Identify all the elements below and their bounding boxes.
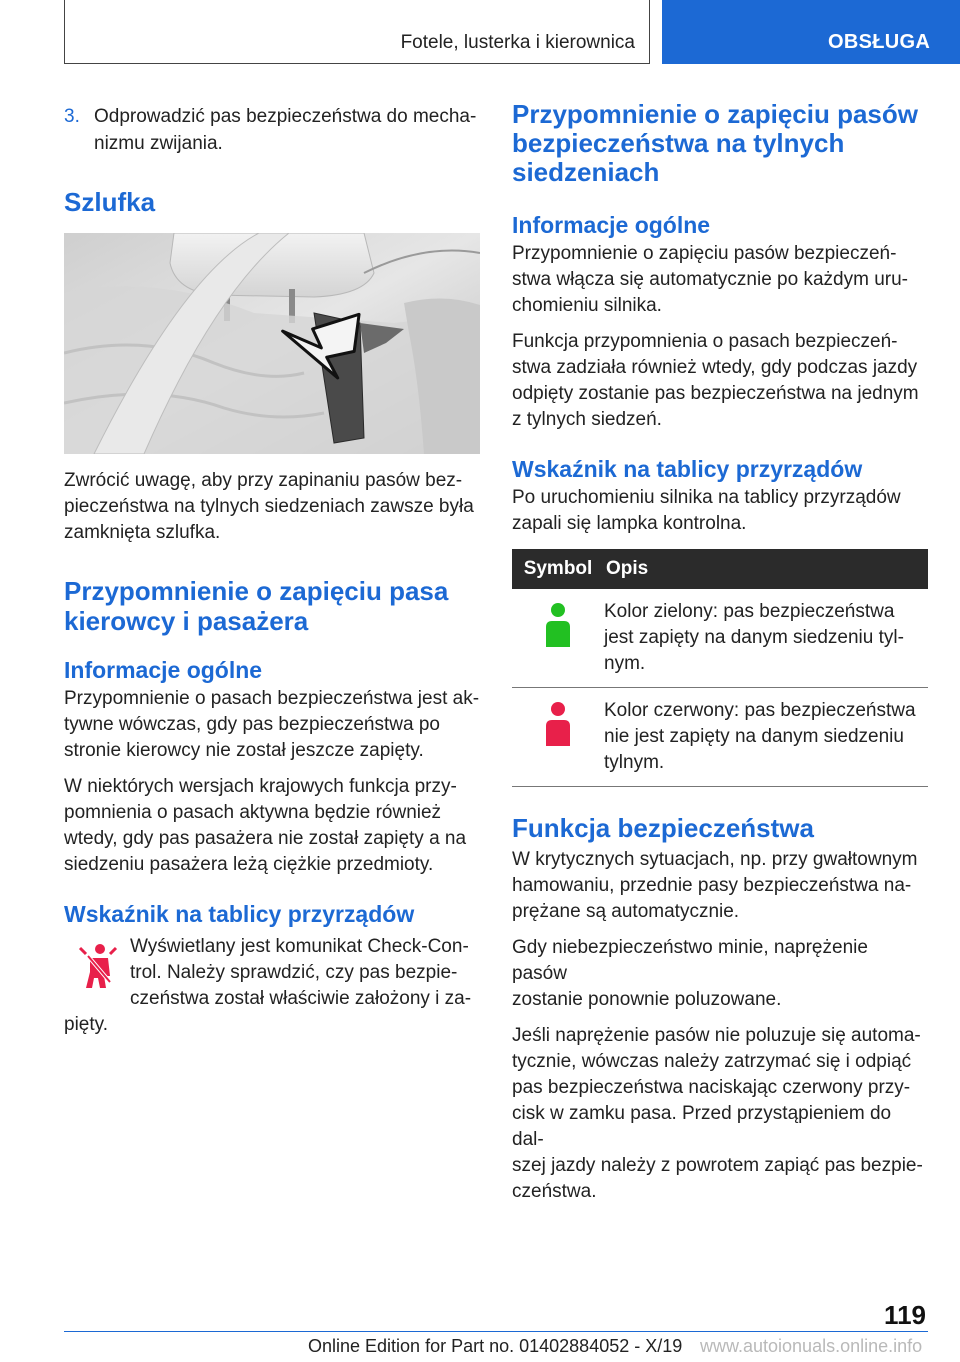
- page-number: 119: [884, 1300, 926, 1330]
- passenger-red-icon: [538, 700, 578, 754]
- indicator-table: [512, 549, 928, 787]
- text-line: jest zapięty na danym siedzeniu tyl-: [604, 627, 904, 648]
- text-line: pomnienia o pasach aktywna będzie również: [64, 802, 442, 823]
- text-line: hamowaniu, przednie pasy bezpieczeństwa na-: [512, 875, 912, 896]
- heading-indicator: Wskaźnik na tablicy przyrządów: [64, 901, 415, 927]
- caption-line: zamknięta szlufka.: [64, 522, 221, 543]
- text-line: chomieniu silnika.: [512, 295, 662, 316]
- table-header-row: [512, 549, 928, 589]
- heading-general-info: Informacje ogólne: [512, 212, 711, 238]
- heading-indicator: Wskaźnik na tablicy przyrządów: [512, 456, 863, 482]
- desc-cell: [604, 589, 928, 688]
- tab-label: OBSŁUGA: [828, 31, 931, 53]
- paragraph-2: [512, 329, 928, 433]
- text-line: zapali się lampka kontrolna.: [512, 513, 747, 534]
- caption-line: Zwrócić uwagę, aby przy zapinaniu pasów bez-: [64, 470, 463, 491]
- text-line: odpięty zostanie pas bezpieczeństwa na jednym: [512, 383, 919, 404]
- paragraph-3: [512, 485, 928, 537]
- text-line: stwa zadziała również wtedy, gdy podczas jazdy: [512, 357, 918, 378]
- right-column: [512, 100, 928, 1205]
- table-row: [512, 589, 928, 688]
- text-line: W krytycznych sytuacjach, np. przy gwałtownym: [512, 849, 918, 870]
- heading-driver-reminder: [64, 576, 480, 636]
- text-line: cisk w zamku pasa. Przed przystąpieniem do dal-: [512, 1103, 892, 1150]
- text-line: szej jazdy należy z powrotem zapiąć pas bezpie-: [512, 1155, 923, 1176]
- text-line: siedzeniu pasażera leżą ciężkie przedmioty.: [64, 854, 434, 875]
- text-line: Po uruchomieniu silnika na tablicy przyrządów: [512, 487, 901, 508]
- photo-caption: [64, 468, 480, 546]
- symbol-cell: [512, 589, 604, 688]
- text-line: nie jest zapięty na danym siedzeniu: [604, 726, 904, 747]
- header-section-box: [64, 0, 650, 64]
- indicator-block: [64, 934, 480, 1038]
- heading-rear-reminder: [512, 100, 928, 187]
- step-text-line: Odprowadzić pas bezpieczeństwa do mecha-: [94, 106, 477, 127]
- text-line: czeństwa został właściwie założony i za-: [130, 988, 472, 1009]
- heading-line: siedzeniach: [512, 157, 660, 187]
- col-desc: Opis: [604, 549, 928, 589]
- seat-belt-loop-photo: [64, 233, 480, 454]
- heading-line: kierowcy i pasażera: [64, 606, 309, 636]
- text-line: z tylnych siedzeń.: [512, 409, 662, 430]
- text-line: Kolor czerwony: pas bezpieczeństwa: [604, 700, 916, 721]
- left-column: [64, 100, 480, 1038]
- heading-general-info: Informacje ogólne: [64, 657, 263, 683]
- text-line: Kolor zielony: pas bezpieczeństwa: [604, 601, 895, 622]
- text-line: Wyświetlany jest komunikat Check-Con-: [130, 936, 469, 957]
- footer-watermark: www.autoionuals.online.info: [700, 1336, 923, 1356]
- section-title: Fotele, lusterka i kierownica: [400, 32, 635, 53]
- desc-cell: [604, 688, 928, 787]
- text-line: stronie kierowcy nie został jeszcze zapięty.: [64, 740, 424, 761]
- text-line: zostanie ponownie poluzowane.: [512, 989, 782, 1010]
- heading-line: bezpieczeństwa na tylnych: [512, 128, 845, 158]
- step-3: [64, 103, 480, 157]
- safety-paragraph-3: [512, 1023, 928, 1205]
- seatbelt-warning-icon: [74, 942, 122, 990]
- text-line: pas bezpieczeństwa naciskając czerwony przy-: [512, 1077, 911, 1098]
- heading-safety-function: Funkcja bezpieczeństwa: [512, 813, 814, 843]
- paragraph-1: [512, 241, 928, 319]
- footer-edition: Online Edition for Part no. 01402884052 - X/19: [308, 1336, 683, 1356]
- text-line: trol. Należy sprawdzić, czy pas bezpie-: [130, 962, 458, 983]
- heading-line: Przypomnienie o zapięciu pasa: [64, 576, 449, 606]
- text-line: tywne wówczas, gdy pas bezpieczeństwa po: [64, 714, 440, 735]
- text-line: Jeśli naprężenie pasów nie poluzuje się automa-: [512, 1025, 921, 1046]
- info-paragraph-1: [64, 686, 480, 764]
- text-line: Funkcja przypomnienia o pasach bezpieczeń-: [512, 331, 898, 352]
- text-line: prężane są automatycznie.: [512, 901, 740, 922]
- table-row: [512, 688, 928, 787]
- text-line: tycznie, wówczas należy zatrzymać się i odpiąć: [512, 1051, 912, 1072]
- caption-line: pieczeństwa na tylnych siedzeniach zawsze była: [64, 496, 474, 517]
- text-line: W niektórych wersjach krajowych funkcja przy-: [64, 776, 457, 797]
- header-tab: [662, 0, 960, 64]
- heading-line: Przypomnienie o zapięciu pasów: [512, 99, 918, 129]
- text-line: Przypomnienie o zapięciu pasów bezpieczeń-: [512, 243, 897, 264]
- text-line: wtedy, gdy pas pasażera nie został zapięty a na: [64, 828, 467, 849]
- text-line: Gdy niebezpieczeństwo minie, naprężenie pasów: [512, 937, 868, 984]
- passenger-green-icon: [538, 601, 578, 655]
- symbol-cell: [512, 688, 604, 787]
- text-line: stwa włącza się automatycznie po każdym uru-: [512, 269, 908, 290]
- step-number: 3.: [64, 106, 80, 127]
- step-text-line: nizmu zwijania.: [94, 133, 223, 154]
- text-line: czeństwa.: [512, 1181, 597, 1202]
- text-line: nym.: [604, 653, 646, 674]
- footer-rule: [64, 1331, 928, 1332]
- safety-paragraph-2: [512, 935, 928, 1013]
- indicator-text: [64, 934, 480, 1012]
- seat-photo-illustration: [64, 233, 480, 454]
- text-line: Przypomnienie o pasach bezpieczeństwa jest ak-: [64, 688, 480, 709]
- info-paragraph-2: [64, 774, 480, 878]
- heading-szlufka: Szlufka: [64, 187, 156, 217]
- col-symbol: Symbol: [512, 549, 604, 589]
- text-line: tylnym.: [604, 752, 665, 773]
- text-line: pięty.: [64, 1014, 109, 1035]
- safety-paragraph-1: [512, 847, 928, 925]
